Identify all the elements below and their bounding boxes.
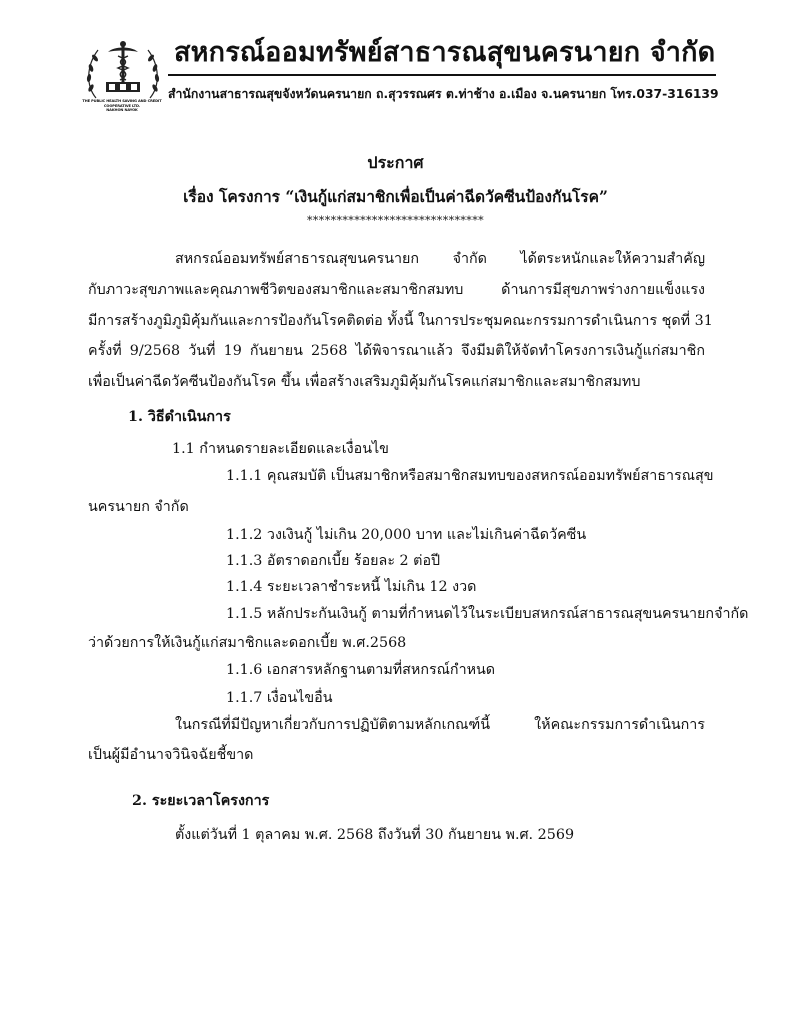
- intro-line-3: มีการสร้างภูมิภูมิคุ้มกันและการป้องกันโรคติดต่อ ทั้งนี้ ในการประชุมคณะกรรมการดำเนินการ ชุดที่ 31: [88, 313, 713, 329]
- intro-line-2: กับภาวะสุขภาพและคุณภาพชีวิตของสมาชิกและสมาชิกสมทบ ด้านการมีสุขภาพร่างกายแข็งแรง: [88, 282, 705, 298]
- announcement-subject: เรื่อง โครงการ “เงินกู้แก่สมาชิกเพื่อเป็นค่าฉีดวัคซีนป้องกันโรค”: [183, 187, 608, 206]
- decorative-stars: ******************************: [307, 214, 484, 227]
- section-1-heading: 1. วิธีดำเนินการ: [128, 409, 231, 425]
- organization-name: สหกรณ์ออมทรัพย์สาธารณสุขนครนายก จำกัด: [174, 37, 716, 68]
- intro-line-5: เพื่อเป็นค่าฉีดวัคซีนป้องกันโรค ขึ้น เพื่อสร้างเสริมภูมิคุ้มกันโรคแก่สมาชิกและสมาชิกสมทบ: [88, 374, 641, 390]
- item-1-1-1-line-1: 1.1.1 คุณสมบัติ เป็นสมาชิกหรือสมาชิกสมทบของสหกรณ์ออมทรัพย์สาธารณสุข: [226, 468, 714, 484]
- item-1-1-2: 1.1.2 วงเงินกู้ ไม่เกิน 20,000 บาท และไม่เกินค่าฉีดวัคซีน: [226, 527, 587, 543]
- project-period: ตั้งแต่วันที่ 1 ตุลาคม พ.ศ. 2568 ถึงวันที่ 30 กันยายน พ.ศ. 2569: [175, 827, 575, 843]
- note-line-1: ในกรณีที่มีปัญหาเกี่ยวกับการปฏิบัติตามหลักเกณฑ์นี้ ให้คณะกรรมการดำเนินการ: [175, 717, 705, 733]
- item-1-1-5-line-2: ว่าด้วยการให้เงินกู้แก่สมาชิกและดอกเบี้ย พ.ศ.2568: [88, 635, 407, 651]
- organization-address: สำนักงานสาธารณสุขจังหวัดนครนายก ถ.สุวรรณศร ต.ท่าช้าง อ.เมือง จ.นครนายก โทร.037-316139: [168, 87, 719, 101]
- logo-caption-city: NAKHON NAYOK: [106, 108, 138, 113]
- note-line-2: เป็นผู้มีอำนาจวินิจฉัยชี้ขาด: [88, 747, 254, 763]
- section-1-1-heading: 1.1 กำหนดรายละเอียดและเงื่อนไข: [172, 441, 389, 457]
- item-1-1-1-line-2: นครนายก จำกัด: [88, 499, 189, 515]
- intro-line-1: สหกรณ์ออมทรัพย์สาธารณสุขนครนายก จำกัด ได้ตระหนักและให้ความสำคัญ: [175, 251, 705, 267]
- item-1-1-3: 1.1.3 อัตราดอกเบี้ย ร้อยละ 2 ต่อปี: [226, 553, 441, 569]
- logo-caption: [72, 99, 172, 113]
- item-1-1-5-line-1: 1.1.5 หลักประกันเงินกู้ ตามที่กำหนดไว้ในระเบียบสหกรณ์สาธารณสุขนครนายกจำกัด: [226, 606, 749, 622]
- logo-caption-english: THE PUBLIC HEALTH SAVING AND CREDIT COOPERATIVE LTD.: [82, 99, 162, 108]
- item-1-1-6: 1.1.6 เอกสารหลักฐานตามที่สหกรณ์กำหนด: [226, 662, 496, 678]
- intro-line-4: ครั้งที่ 9/2568 วันที่ 19 กันยายน 2568 ได้พิจารณาแล้ว จึงมีมติให้จัดทำโครงการเงินกู้แก่สมาชิก: [88, 343, 705, 359]
- section-2-heading: 2. ระยะเวลาโครงการ: [132, 793, 270, 809]
- header-divider: [168, 74, 716, 76]
- item-1-1-7: 1.1.7 เงื่อนไขอื่น: [226, 690, 333, 706]
- item-1-1-4: 1.1.4 ระยะเวลาชำระหนี้ ไม่เกิน 12 งวด: [226, 579, 477, 595]
- announcement-title: ประกาศ: [367, 153, 424, 172]
